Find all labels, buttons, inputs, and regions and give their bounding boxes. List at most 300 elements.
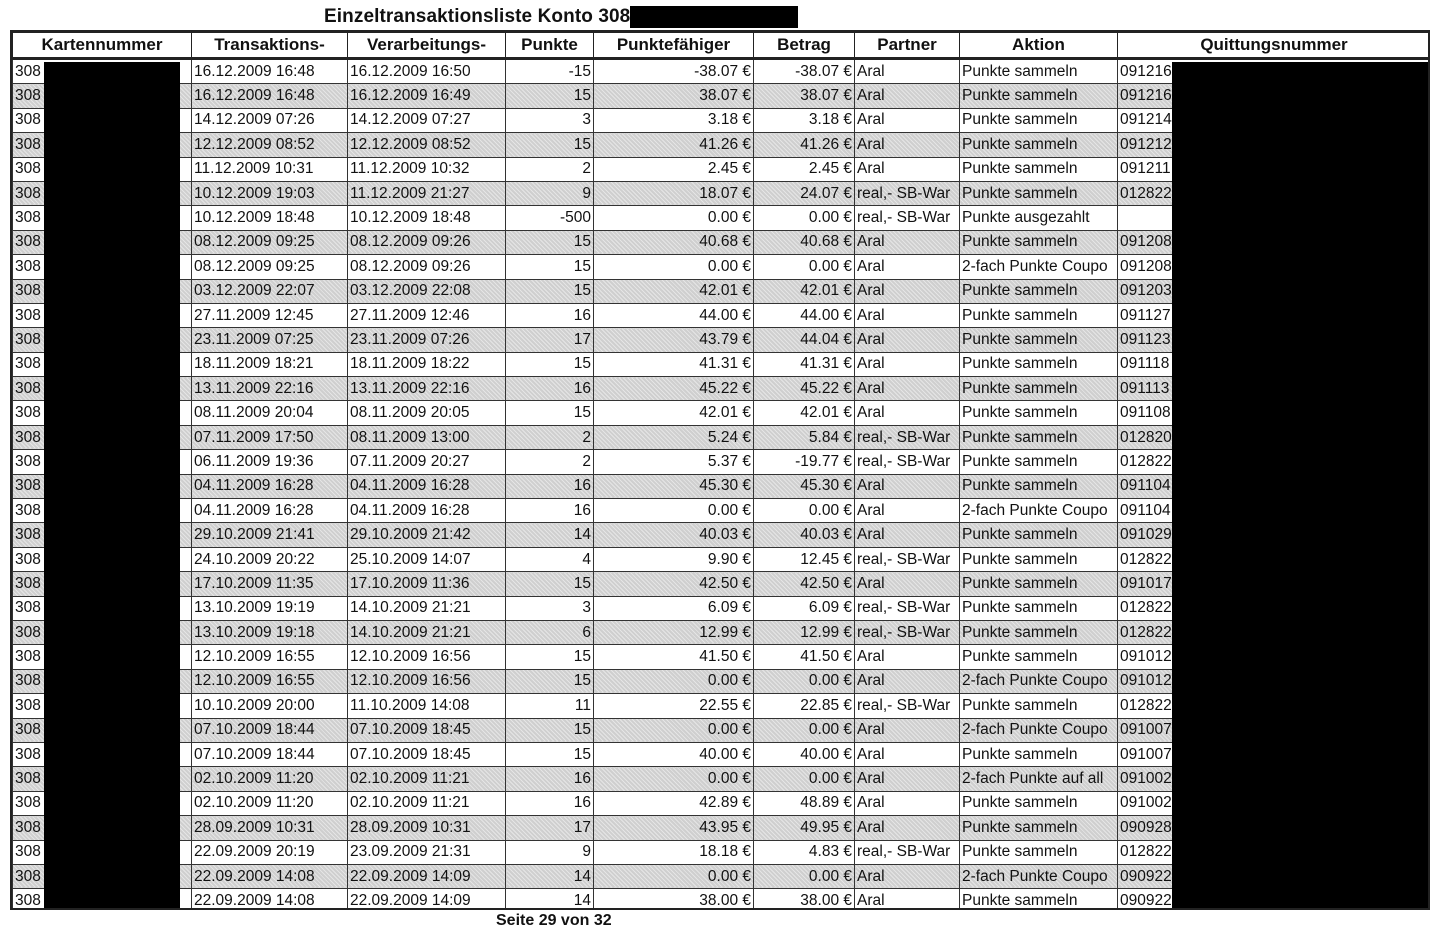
cell-transaction-time: 04.11.2009 16:28 [192,499,348,523]
cell-eligible-amount: 45.22 € [594,377,754,401]
col-header-aktion: Aktion [960,33,1118,59]
cell-action: Punkte sammeln [960,596,1118,620]
cell-receipt: 091007 [1118,742,1431,766]
cell-action: Punkte sammeln [960,840,1118,864]
redaction-card-numbers [44,62,180,910]
transaction-sheet [10,30,1430,910]
cell-processing-time: 07.10.2009 18:45 [348,718,506,742]
cell-transaction-time: 02.10.2009 11:20 [192,791,348,815]
cell-action: Punkte sammeln [960,303,1118,327]
cell-points: 11 [506,694,594,718]
cell-receipt: 091208 [1118,255,1431,279]
cell-partner: Aral [855,157,960,181]
cell-eligible-amount: 0.00 € [594,669,754,693]
cell-processing-time: 12.10.2009 16:56 [348,669,506,693]
cell-partner: Aral [855,499,960,523]
cell-points: 15 [506,742,594,766]
cell-receipt: 012822 [1118,450,1431,474]
cell-amount: -38.07 € [754,59,855,84]
cell-eligible-amount: 43.95 € [594,816,754,840]
cell-action: Punkte sammeln [960,157,1118,181]
header-row [13,33,1431,59]
cell-action: Punkte sammeln [960,474,1118,498]
cell-action: Punkte sammeln [960,279,1118,303]
cell-amount: 0.00 € [754,767,855,791]
cell-card: 308 [13,864,192,888]
cell-card: 308 [13,694,192,718]
cell-partner: Aral [855,84,960,108]
cell-card: 308 [13,767,192,791]
cell-receipt: 091123 [1118,328,1431,352]
cell-card: 308 [13,401,192,425]
cell-transaction-time: 04.11.2009 16:28 [192,474,348,498]
cell-action: Punkte sammeln [960,791,1118,815]
col-header-betrag: Betrag [754,33,855,59]
cell-transaction-time: 17.10.2009 11:35 [192,572,348,596]
cell-processing-time: 04.11.2009 16:28 [348,499,506,523]
cell-points: 14 [506,889,594,910]
cell-receipt: 091118 [1118,352,1431,376]
cell-transaction-time: 16.12.2009 16:48 [192,59,348,84]
cell-card: 308 [13,133,192,157]
cell-action: 2-fach Punkte Coupo [960,669,1118,693]
cell-amount: 42.01 € [754,401,855,425]
cell-receipt: 091007 [1118,718,1431,742]
cell-processing-time: 02.10.2009 11:21 [348,791,506,815]
redaction-block [630,6,798,28]
cell-receipt: 091012 [1118,645,1431,669]
cell-transaction-time: 08.12.2009 09:25 [192,255,348,279]
cell-processing-time: 08.11.2009 13:00 [348,425,506,449]
cell-amount: 4.83 € [754,840,855,864]
cell-points: 6 [506,620,594,644]
cell-receipt: 012820 [1118,425,1431,449]
cell-transaction-time: 24.10.2009 20:22 [192,547,348,571]
cell-amount: 41.50 € [754,645,855,669]
cell-partner: Aral [855,791,960,815]
cell-card: 308 [13,230,192,254]
cell-amount: 0.00 € [754,206,855,230]
cell-partner: real,- SB-War [855,206,960,230]
cell-amount: 12.45 € [754,547,855,571]
cell-eligible-amount: 40.00 € [594,742,754,766]
cell-points: 15 [506,133,594,157]
cell-transaction-time: 13.10.2009 19:18 [192,620,348,644]
cell-transaction-time: 07.11.2009 17:50 [192,425,348,449]
cell-points: 15 [506,572,594,596]
cell-eligible-amount: 0.00 € [594,255,754,279]
cell-receipt: 012822 [1118,596,1431,620]
cell-action: Punkte sammeln [960,328,1118,352]
cell-amount: 12.99 € [754,620,855,644]
cell-partner: Aral [855,133,960,157]
cell-card: 308 [13,474,192,498]
cell-transaction-time: 23.11.2009 07:25 [192,328,348,352]
cell-partner: Aral [855,864,960,888]
cell-amount: 42.50 € [754,572,855,596]
cell-eligible-amount: 18.18 € [594,840,754,864]
cell-transaction-time: 28.09.2009 10:31 [192,816,348,840]
cell-points: 16 [506,474,594,498]
cell-action: Punkte sammeln [960,108,1118,132]
cell-action: Punkte sammeln [960,133,1118,157]
cell-action: Punkte sammeln [960,377,1118,401]
cell-receipt: 091002 [1118,791,1431,815]
cell-action: Punkte sammeln [960,352,1118,376]
cell-partner: real,- SB-War [855,181,960,205]
cell-transaction-time: 13.11.2009 22:16 [192,377,348,401]
cell-transaction-time: 10.12.2009 19:03 [192,181,348,205]
cell-card: 308 [13,547,192,571]
cell-amount: 0.00 € [754,255,855,279]
cell-partner: Aral [855,230,960,254]
cell-eligible-amount: 42.01 € [594,401,754,425]
col-header-verarbeitungs: Verarbeitungs- [348,33,506,59]
cell-points: 16 [506,767,594,791]
cell-eligible-amount: 43.79 € [594,328,754,352]
cell-processing-time: 07.10.2009 18:45 [348,742,506,766]
cell-card: 308 [13,84,192,108]
cell-card: 308 [13,791,192,815]
cell-eligible-amount: 0.00 € [594,718,754,742]
cell-receipt: 091017 [1118,572,1431,596]
cell-amount: 0.00 € [754,718,855,742]
cell-amount: 38.00 € [754,889,855,910]
cell-points: 4 [506,547,594,571]
cell-points: 15 [506,401,594,425]
cell-eligible-amount: 38.07 € [594,84,754,108]
cell-points: -500 [506,206,594,230]
cell-points: 15 [506,645,594,669]
cell-action: Punkte sammeln [960,59,1118,84]
cell-processing-time: 28.09.2009 10:31 [348,816,506,840]
col-header-partner: Partner [855,33,960,59]
cell-card: 308 [13,645,192,669]
cell-points: 16 [506,499,594,523]
cell-eligible-amount: 22.55 € [594,694,754,718]
cell-transaction-time: 12.10.2009 16:55 [192,645,348,669]
cell-partner: Aral [855,474,960,498]
cell-eligible-amount: 6.09 € [594,596,754,620]
cell-receipt: 091127 [1118,303,1431,327]
cell-points: 2 [506,450,594,474]
cell-transaction-time: 22.09.2009 14:08 [192,889,348,910]
cell-amount: 40.03 € [754,523,855,547]
cell-points: 15 [506,718,594,742]
cell-action: 2-fach Punkte auf all [960,767,1118,791]
cell-receipt: 090922 [1118,889,1431,910]
cell-eligible-amount: 42.01 € [594,279,754,303]
cell-transaction-time: 08.12.2009 09:25 [192,230,348,254]
cell-action: Punkte sammeln [960,450,1118,474]
cell-receipt: 091104 [1118,474,1431,498]
cell-action: Punkte ausgezahlt [960,206,1118,230]
cell-transaction-time: 12.10.2009 16:55 [192,669,348,693]
cell-action: Punkte sammeln [960,572,1118,596]
cell-processing-time: 16.12.2009 16:49 [348,84,506,108]
cell-points: 3 [506,596,594,620]
cell-partner: Aral [855,377,960,401]
cell-processing-time: 27.11.2009 12:46 [348,303,506,327]
cell-receipt: 091211 [1118,157,1431,181]
cell-card: 308 [13,255,192,279]
cell-receipt: 012822 [1118,620,1431,644]
cell-points: 2 [506,157,594,181]
cell-card: 308 [13,596,192,620]
cell-processing-time: 08.12.2009 09:26 [348,255,506,279]
cell-card: 308 [13,206,192,230]
cell-eligible-amount: 40.68 € [594,230,754,254]
cell-card: 308 [13,279,192,303]
cell-transaction-time: 07.10.2009 18:44 [192,742,348,766]
cell-partner: Aral [855,255,960,279]
cell-points: -15 [506,59,594,84]
cell-eligible-amount: 0.00 € [594,767,754,791]
cell-receipt: 012822 [1118,840,1431,864]
cell-points: 16 [506,791,594,815]
cell-processing-time: 04.11.2009 16:28 [348,474,506,498]
col-header-quittungsnummer: Quittungsnummer [1118,33,1431,59]
cell-processing-time: 25.10.2009 14:07 [348,547,506,571]
col-header-transaktions: Transaktions- [192,33,348,59]
cell-action: 2-fach Punkte Coupo [960,864,1118,888]
cell-processing-time: 17.10.2009 11:36 [348,572,506,596]
cell-amount: 5.84 € [754,425,855,449]
cell-card: 308 [13,889,192,910]
cell-partner: real,- SB-War [855,547,960,571]
cell-transaction-time: 08.11.2009 20:04 [192,401,348,425]
cell-card: 308 [13,742,192,766]
cell-transaction-time: 22.09.2009 14:08 [192,864,348,888]
cell-amount: 41.26 € [754,133,855,157]
cell-amount: 44.00 € [754,303,855,327]
cell-action: Punkte sammeln [960,401,1118,425]
cell-receipt: 091216 [1118,84,1431,108]
cell-action: Punkte sammeln [960,181,1118,205]
cell-eligible-amount: 44.00 € [594,303,754,327]
cell-receipt: 090922 [1118,864,1431,888]
cell-partner: Aral [855,767,960,791]
cell-eligible-amount: 40.03 € [594,523,754,547]
cell-partner: real,- SB-War [855,425,960,449]
cell-transaction-time: 06.11.2009 19:36 [192,450,348,474]
col-header-punkte: Punkte [506,33,594,59]
cell-processing-time: 12.10.2009 16:56 [348,645,506,669]
cell-partner: real,- SB-War [855,694,960,718]
cell-processing-time: 13.11.2009 22:16 [348,377,506,401]
cell-amount: 44.04 € [754,328,855,352]
cell-amount: 22.85 € [754,694,855,718]
cell-processing-time: 22.09.2009 14:09 [348,864,506,888]
cell-receipt: 091002 [1118,767,1431,791]
cell-partner: Aral [855,572,960,596]
cell-points: 9 [506,840,594,864]
cell-transaction-time: 27.11.2009 12:45 [192,303,348,327]
cell-points: 17 [506,328,594,352]
cell-points: 15 [506,669,594,693]
cell-receipt: 090928 [1118,816,1431,840]
cell-receipt: 012822 [1118,547,1431,571]
cell-amount: 24.07 € [754,181,855,205]
cell-processing-time: 18.11.2009 18:22 [348,352,506,376]
cell-amount: 40.00 € [754,742,855,766]
cell-card: 308 [13,840,192,864]
document-title [324,6,798,28]
cell-transaction-time: 11.12.2009 10:31 [192,157,348,181]
cell-partner: real,- SB-War [855,596,960,620]
cell-card: 308 [13,303,192,327]
cell-partner: Aral [855,645,960,669]
cell-partner: Aral [855,523,960,547]
cell-points: 14 [506,523,594,547]
cell-card: 308 [13,108,192,132]
cell-eligible-amount: 12.99 € [594,620,754,644]
cell-transaction-time: 07.10.2009 18:44 [192,718,348,742]
cell-action: Punkte sammeln [960,694,1118,718]
cell-processing-time: 16.12.2009 16:50 [348,59,506,84]
cell-amount: 3.18 € [754,108,855,132]
cell-processing-time: 03.12.2009 22:08 [348,279,506,303]
cell-card: 308 [13,669,192,693]
cell-eligible-amount: 9.90 € [594,547,754,571]
cell-action: Punkte sammeln [960,889,1118,910]
cell-processing-time: 07.11.2009 20:27 [348,450,506,474]
cell-processing-time: 02.10.2009 11:21 [348,767,506,791]
cell-eligible-amount: 0.00 € [594,864,754,888]
cell-points: 15 [506,279,594,303]
cell-receipt: 012822 [1118,181,1431,205]
cell-partner: real,- SB-War [855,450,960,474]
cell-card: 308 [13,352,192,376]
cell-partner: real,- SB-War [855,840,960,864]
cell-amount: 0.00 € [754,669,855,693]
cell-card: 308 [13,523,192,547]
cell-partner: Aral [855,108,960,132]
cell-receipt: 091113 [1118,377,1431,401]
cell-amount: 0.00 € [754,864,855,888]
cell-eligible-amount: 5.37 € [594,450,754,474]
cell-processing-time: 23.11.2009 07:26 [348,328,506,352]
cell-partner: Aral [855,279,960,303]
cell-processing-time: 22.09.2009 14:09 [348,889,506,910]
cell-action: Punkte sammeln [960,645,1118,669]
cell-amount: 49.95 € [754,816,855,840]
cell-eligible-amount: -38.07 € [594,59,754,84]
cell-card: 308 [13,499,192,523]
cell-action: Punkte sammeln [960,523,1118,547]
cell-amount: 2.45 € [754,157,855,181]
cell-partner: real,- SB-War [855,620,960,644]
cell-processing-time: 11.12.2009 21:27 [348,181,506,205]
cell-receipt: 091208 [1118,230,1431,254]
cell-partner: Aral [855,816,960,840]
cell-action: Punkte sammeln [960,84,1118,108]
cell-points: 15 [506,352,594,376]
cell-partner: Aral [855,352,960,376]
cell-processing-time: 14.10.2009 21:21 [348,596,506,620]
cell-eligible-amount: 5.24 € [594,425,754,449]
cell-amount: 45.30 € [754,474,855,498]
cell-action: Punkte sammeln [960,742,1118,766]
cell-processing-time: 14.10.2009 21:21 [348,620,506,644]
cell-points: 3 [506,108,594,132]
cell-amount: 38.07 € [754,84,855,108]
cell-amount: 40.68 € [754,230,855,254]
cell-eligible-amount: 0.00 € [594,499,754,523]
cell-card: 308 [13,59,192,84]
cell-card: 308 [13,425,192,449]
cell-receipt: 091029 [1118,523,1431,547]
cell-action: Punkte sammeln [960,620,1118,644]
cell-transaction-time: 18.11.2009 18:21 [192,352,348,376]
cell-partner: Aral [855,718,960,742]
cell-points: 17 [506,816,594,840]
col-header-kartennummer: Kartennummer [13,33,192,59]
title-text: Einzeltransaktionsliste Konto 308 [324,6,631,27]
cell-receipt: 012822 [1118,694,1431,718]
cell-processing-time: 29.10.2009 21:42 [348,523,506,547]
cell-points: 16 [506,377,594,401]
cell-points: 16 [506,303,594,327]
cell-amount: -19.77 € [754,450,855,474]
cell-receipt: 091012 [1118,669,1431,693]
cell-amount: 41.31 € [754,352,855,376]
cell-points: 15 [506,230,594,254]
cell-transaction-time: 22.09.2009 20:19 [192,840,348,864]
cell-processing-time: 08.12.2009 09:26 [348,230,506,254]
cell-transaction-time: 03.12.2009 22:07 [192,279,348,303]
cell-processing-time: 08.11.2009 20:05 [348,401,506,425]
cell-eligible-amount: 3.18 € [594,108,754,132]
cell-action: Punkte sammeln [960,425,1118,449]
cell-receipt: 091214 [1118,108,1431,132]
cell-receipt: 091216 [1118,59,1431,84]
cell-processing-time: 10.12.2009 18:48 [348,206,506,230]
cell-partner: Aral [855,669,960,693]
cell-points: 2 [506,425,594,449]
cell-partner: Aral [855,401,960,425]
cell-eligible-amount: 41.26 € [594,133,754,157]
redaction-receipt-numbers [1172,62,1430,910]
cell-card: 308 [13,718,192,742]
cell-transaction-time: 02.10.2009 11:20 [192,767,348,791]
cell-points: 14 [506,864,594,888]
cell-transaction-time: 12.12.2009 08:52 [192,133,348,157]
cell-eligible-amount: 42.50 € [594,572,754,596]
page-footer: Seite 29 von 32 [496,912,612,929]
cell-processing-time: 12.12.2009 08:52 [348,133,506,157]
cell-partner: Aral [855,889,960,910]
cell-receipt: 091104 [1118,499,1431,523]
cell-eligible-amount: 42.89 € [594,791,754,815]
cell-card: 308 [13,377,192,401]
cell-transaction-time: 14.12.2009 07:26 [192,108,348,132]
cell-partner: Aral [855,303,960,327]
cell-transaction-time: 16.12.2009 16:48 [192,84,348,108]
cell-eligible-amount: 2.45 € [594,157,754,181]
cell-transaction-time: 13.10.2009 19:19 [192,596,348,620]
cell-amount: 0.00 € [754,499,855,523]
cell-partner: Aral [855,328,960,352]
cell-receipt: 091108 [1118,401,1431,425]
cell-amount: 45.22 € [754,377,855,401]
cell-points: 15 [506,255,594,279]
cell-eligible-amount: 18.07 € [594,181,754,205]
cell-processing-time: 11.10.2009 14:08 [348,694,506,718]
cell-amount: 42.01 € [754,279,855,303]
cell-card: 308 [13,620,192,644]
cell-partner: Aral [855,742,960,766]
